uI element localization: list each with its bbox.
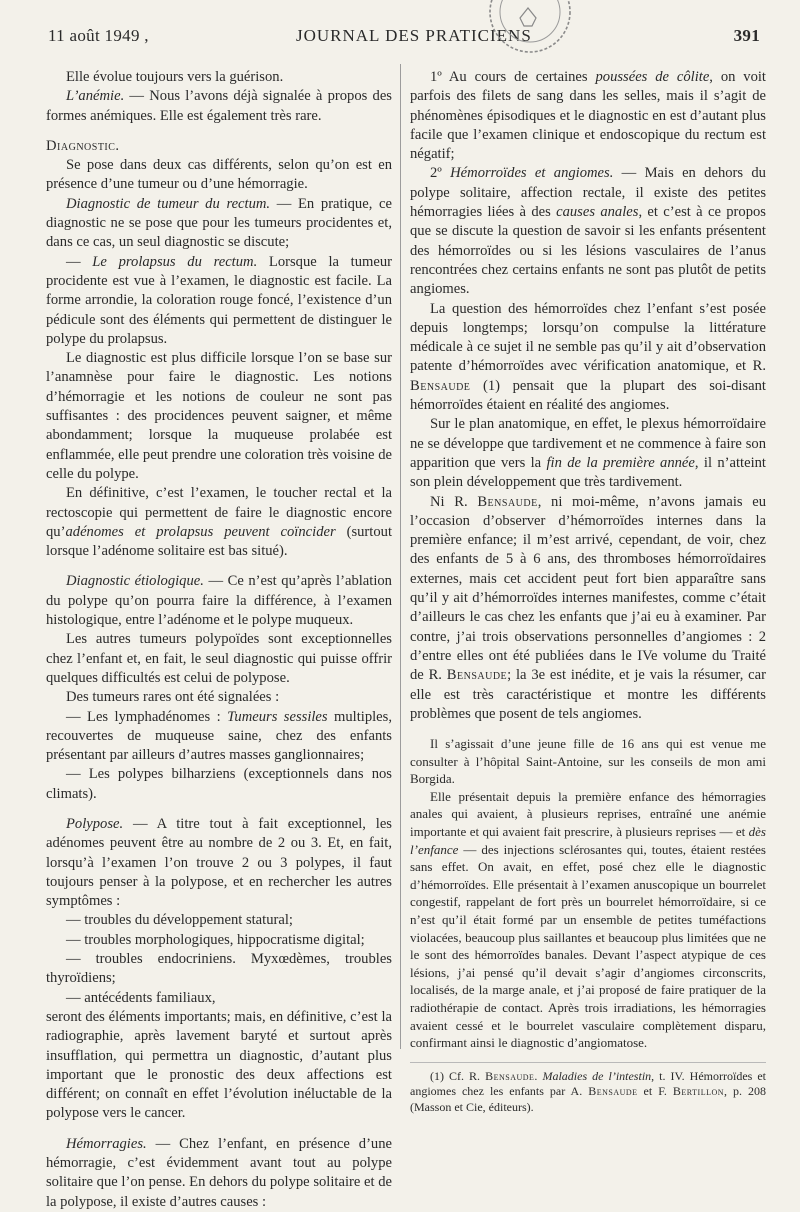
page-number: 391 [733,26,760,45]
paragraph: Diagnostic de tumeur du rectum. — En pratique, ce diagnostic ne se pose que pour les tumeurs procidentes et, dans ce cas, un seul diagnostic se discute; [46,195,392,251]
list-item: — antécédents familiaux, [66,989,216,1006]
section-heading: Diagnostic. [46,137,120,154]
right-column [410,68,766,1115]
paragraph: Elle évolue toujours vers la guérison. [66,69,284,85]
paragraph: Les autres tumeurs polypoïdes sont exceptionnelles chez l’enfant et, en fait, le seul diagnostic qui puisse offrir quelques difficultés est celui de polypose. [46,631,392,686]
paragraph: 2º Hémorroïdes et angiomes. — Mais en dehors du polype solitaire, affection rectale, il existe des petites hémorragies liées à des causes anales, et c’est à ce propos que se discute la question de savoir si les enfants présentent des hémorroïdes ou si les lésions vasculaires de l’anus rencontrées chez certains enfants ne sont pas plutôt de petits angiomes. [410,165,766,298]
paragraph: Sur le plan anatomique, en effet, le plexus hémorroïdaire ne se développe que tardivement et ne commence à faire son apparition que vers la fin de la première année, il n’atteint son plein développement que très tardivement. [410,416,766,491]
list-item: — troubles du développement statural; [66,912,293,929]
library-stamp [480,0,576,60]
case-paragraph: Elle présentait depuis la première enfance des hémorragies anales qui avaient, à plusieurs reprises, entraîné une anémie importante et qui avaient fait prescrire, à plusieurs reprises — et dès l’enfance — des injections sclérosantes qui, toutes, étaient restées sans effet. On avait, en effet, posé chez elle le diagnostic d’hémorroïdes. Elle présentait à l’examen anuscopique un bourrelet congestif, rappelant de fort près un bourrelet hémorroïdaire, si ce n’est qu’il était formé par un ensemble de petites tuméfactions violacées, beaucoup plus saillantes et beaucoup plus limitées que ne le sont des hémorroïdes banales. Devant l’aspect atypique de ces lésions, j’ai pensé qu’il devait s’agir d’angiomes circonscrits, localisés, de la marge anale, et j’ai proposé de faire pratiquer de la radiothérapie de contact. Après trois irradiations, les hémorragies avaient cessé et le bourrelet vasculaire complètement disparu, confirmant ainsi le diagnostic d’angiomatose. [410,788,766,1051]
paragraph: — Les polypes bilharziens (exceptionnels dans nos climats). [46,766,392,802]
running-header [48,22,770,48]
list-item: — troubles endocriniens. Myxœdèmes, troubles thyroïdiens; [46,951,392,987]
left-column [46,68,392,1212]
paragraph: Ni R. Bensaude, ni moi-même, n’avons jamais eu l’occasion d’observer d’hémorroïdes internes dans la première enfance; il m’est arrivé, cependant, de voir, chez des enfants de 5 à 6 ans, des thromboses hémorroïdaires externes, mais cet accident peut fort bien apparaître sans qu’il y ait d’hémorroïdes internes manifestes, comme c’était d’ailleurs le cas chez les enfants que j’ai eu à examiner. Par contre, j’ai trois observations personnelles d’angiomes : 2 d’entre elles ont été publiées dans le IVe volume du Traité de R. Bensaude; la 3e est inédite, et je vais la résumer, car elle est très caractéristique et montre les différents problèmes que posent de tels angiomes. [410,493,766,722]
header-date: 11 août 1949 , [48,26,149,45]
column-divider [400,64,401,1049]
footnote: (1) Cf. R. Bensaude. Maladies de l’intestin, t. IV. Hémorroïdes et angiomes chez les enfants par A. Bensaude et F. Bertillon, p. 208 (Masson et Cie, éditeurs). [410,1068,767,1114]
paragraph: En définitive, c’est l’examen, le toucher rectal et la rectoscopie qui permettent de faire le diagnostic encore qu’adénomes et prolapsus peuvent coïncider (surtout lorsque l’adénome solitaire est bas situé). [46,485,392,560]
paragraph: Le diagnostic est plus difficile lorsque l’on se base sur l’anamnèse pour faire le diagnostic. Les notions d’hémorragie et les notions de couleur ne sont pas suffisantes : des procidences peuvent saigner, et même abondamment; lorsque la muqueuse prolabée est enflammée, elle peut prendre une coloration très voisine de celle du polype. [46,350,392,482]
paragraph: Se pose dans deux cas différents, selon qu’on est en présence d’une tumeur ou d’une hémorragie. [46,157,392,193]
paragraph: — Les lymphadénomes : Tumeurs sessiles multiples, recouvertes de muqueuse saine, chez des enfants présentant par ailleurs d’autres masses ganglionnaires; [46,708,392,764]
paragraph: Diagnostic étiologique. — Ce n’est qu’après l’ablation du polype qu’on pourra faire la différence, à l’examen histologique, entre l’adénome et le polype muqueux. [46,573,392,629]
paragraph: 1º Au cours de certaines poussées de côlite, on voit parfois des filets de sang dans les selles, mais il s’agit de phénomènes épisodiques et le diagnostic en est d’autant plus facile que l’examen clinique et endoscopique du rectum est négatif; [410,69,766,163]
paragraph: La question des hémorroïdes chez l’enfant s’est posée depuis longtemps; lorsqu’on compulse la littérature médicale à ce sujet il ne semble pas qu’il y ait d’observation patente d’hémorroïdes avec vérification anatomique, et R. Bensaude (1) pensait que la plupart des soi-disant hémorroïdes étaient en réalité des angiomes. [410,300,766,414]
list-item: — troubles morphologiques, hippocratisme digital; [66,931,365,948]
paragraph: — Le prolapsus du rectum. Lorsque la tumeur procidente est vue à l’examen, le diagnostic est facile. La forme arrondie, la coloration rouge foncé, l’existence d’un pédicule sont des éléments qui permettent de distinguer le polype du prolapsus. [46,253,392,347]
paragraph: seront des éléments importants; mais, en définitive, c’est la radiographie, après lavement baryté et surtout après insufflation, qui permettra un diagnostic, d’autant plus important que le pronostic des deux affections est différent; on connaît en effet l’évolution inéluctable de la polypose vers le cancer. [46,1008,392,1122]
paragraph: Polypose. — A titre tout à fait exceptionnel, les adénomes peuvent être au nombre de 2 ou 3. Et, en fait, lorsqu’à l’examen l’on trouve 2 ou 3 polypes, il faut toujours penser à la polypose, et en rechercher les autres symptômes : [46,815,392,910]
paragraph: Hémorragies. — Chez l’enfant, en présence d’une hémorragie, c’est évidemment avant tout au polype solitaire que l’on pense. En dehors du polype solitaire et de la polypose, il existe d’autres causes : [46,1135,392,1210]
journal-title: JOURNAL DES PRATICIENS [296,26,532,45]
paragraph: Des tumeurs rares ont été signalées : [66,689,280,706]
case-paragraph: Il s’agissait d’une jeune fille de 16 ans qui est venue me consulter à l’hôpital Saint-Antoine, sur les conseils de mon ami Borgida. [410,736,766,787]
paragraph: L’anémie. — Nous l’avons déjà signalée à propos des formes anémiques. Elle est également très rare. [46,88,392,124]
